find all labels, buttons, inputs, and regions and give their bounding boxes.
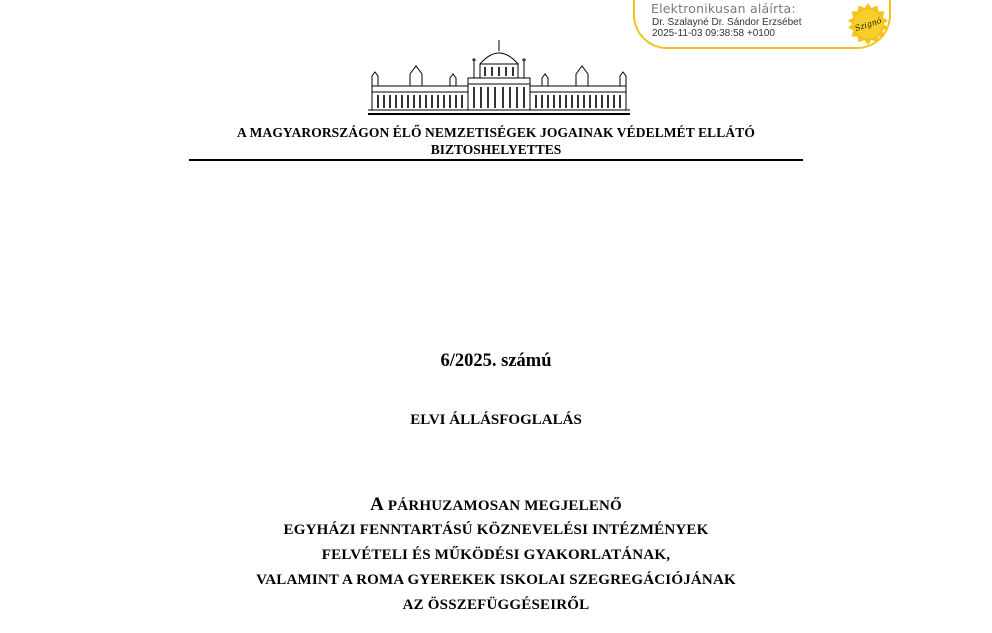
subject-initial: A xyxy=(370,494,384,515)
electronic-signature-stamp xyxy=(633,0,891,49)
institution-title: BIZTOSHELYETTES xyxy=(430,142,562,157)
szigno-seal-icon xyxy=(846,2,890,46)
signature-heading: Elektronikusan aláírta: xyxy=(651,1,796,16)
subject-line-5: AZ ÖSSZEFÜGGÉSEIRŐL xyxy=(402,597,590,613)
subject-line-4: VALAMINT A ROMA GYEREKEK ISKOLAI SZEGREGÁCIÓJÁNAK xyxy=(256,572,736,588)
subject-line-1-text: PÁRHUZAMOSAN MEGJELENŐ xyxy=(383,498,622,514)
document-number: 6/2025. számú xyxy=(440,351,552,371)
seal-text: Szignó xyxy=(853,15,883,33)
document-type: ELVI ÁLLÁSFOGLALÁS xyxy=(410,412,582,428)
institution-name: A MAGYARORSZÁGON ÉLŐ NEMZETISÉGEK JOGAINAK VÉDELMÉT ELLÁTÓ xyxy=(237,125,755,140)
header-divider xyxy=(189,159,803,161)
parliament-building-logo xyxy=(366,40,632,118)
subject-line-3: FELVÉTELI ÉS MŰKÖDÉSI GYAKORLATÁNAK, xyxy=(321,547,671,563)
subject-line-2: EGYHÁZI FENNTARTÁSÚ KÖZNEVELÉSI INTÉZMÉNYEK xyxy=(283,522,709,538)
signer-name: Dr. Szalayné Dr. Sándor Erzsébet xyxy=(652,17,802,28)
signature-timestamp: 2025-11-03 09:38:58 +0100 xyxy=(652,28,775,39)
subject-line-1 xyxy=(0,494,992,516)
